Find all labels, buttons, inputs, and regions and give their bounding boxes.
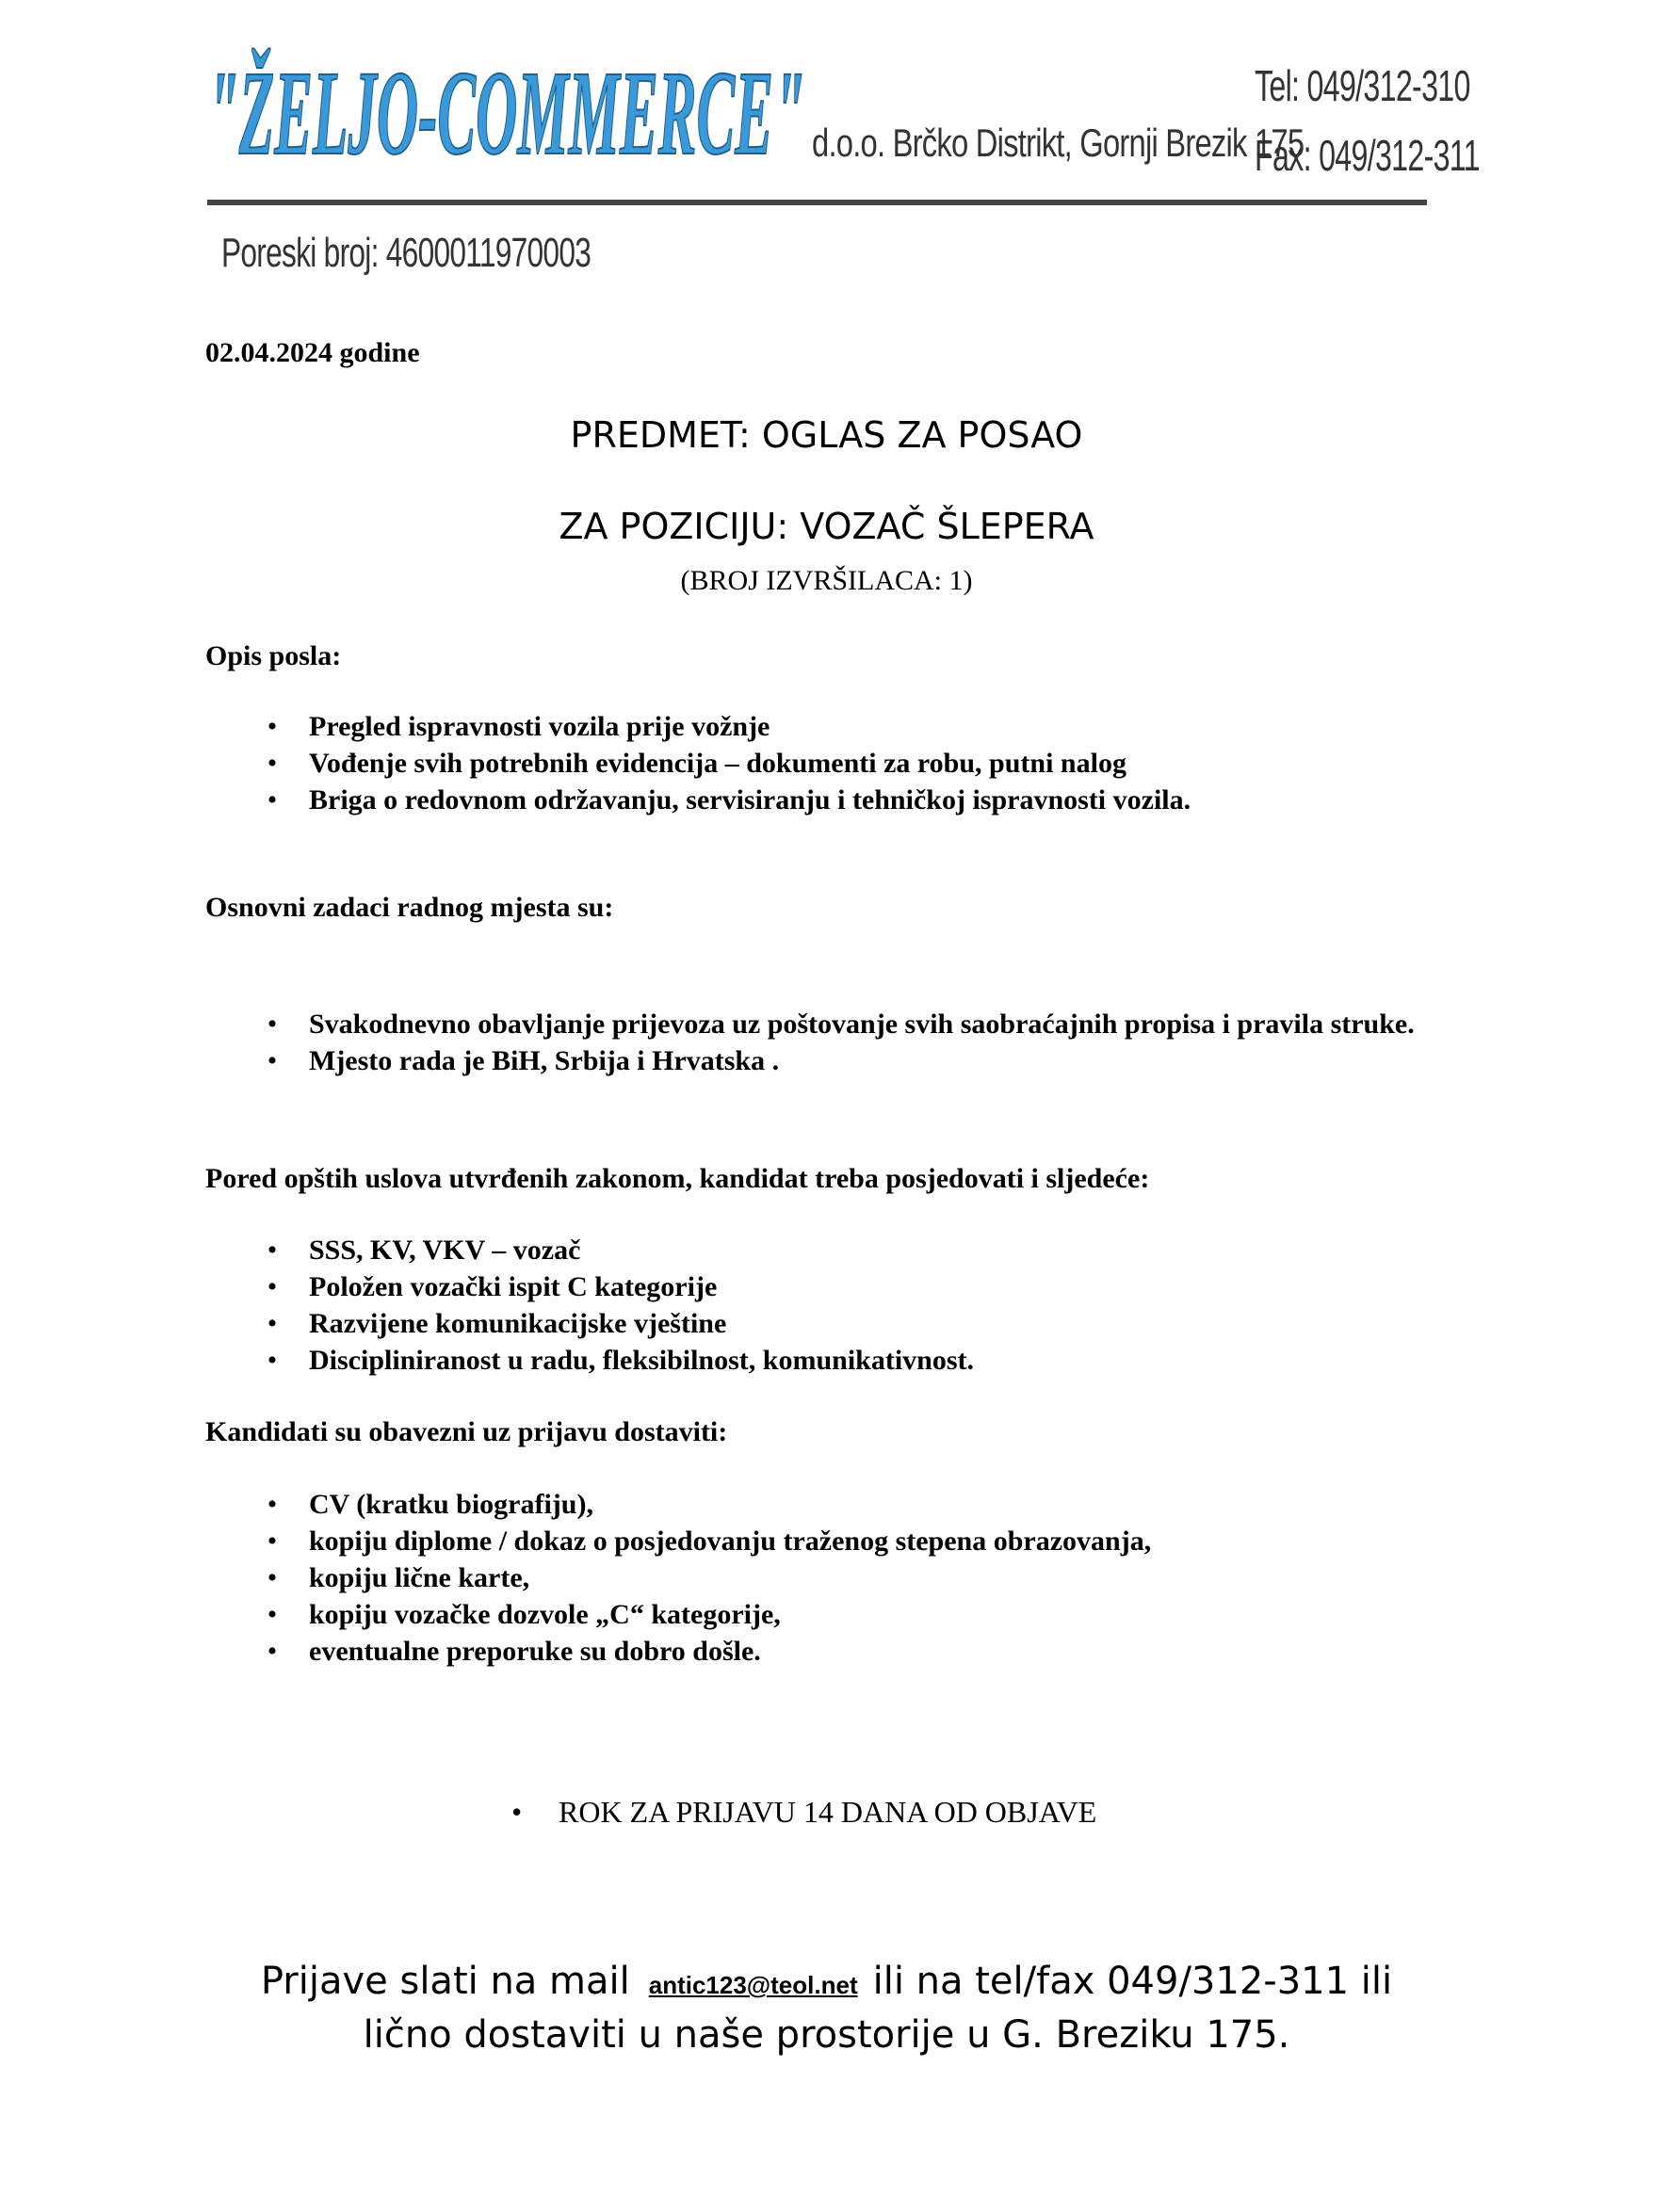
application-deadline	[511, 1795, 1096, 1830]
position-title: ZA POZICIJU: VOZAČ ŠLEPERA	[559, 506, 1094, 547]
requirements-list	[258, 1232, 974, 1379]
documents-heading: Kandidati su obavezni uz prijavu dostaviti:	[205, 1416, 728, 1447]
contact-email-link[interactable]: antic123@teol.net	[648, 1971, 858, 1999]
requirements-heading: Pored opštih uslova utvrđenih zakonom, kandidat treba posjedovati i sljedeće:	[205, 1163, 1150, 1194]
list-item: • Briga o redovnom održavanju, servisiranju i tehničkoj ispravnosti vozila.	[267, 784, 1191, 815]
tax-number: Poreski broj: 4600011970003	[221, 230, 592, 276]
list-item: • Razvijene komunikacijske vještine	[267, 1308, 727, 1339]
list-item: • Mjesto rada je BiH, Srbija i Hrvatska .	[267, 1045, 780, 1076]
contact-line-1	[0, 1953, 1653, 2013]
job-description-heading: Opis posla:	[205, 640, 342, 671]
company-logo	[207, 36, 810, 186]
bullet-icon: •	[511, 1795, 523, 1829]
deadline-text: ROK ZA PRIJAVU 14 DANA OD OBJAVE	[559, 1795, 1097, 1829]
job-description-list	[258, 708, 1191, 818]
list-item: • Discipliniranost u radu, fleksibilnost, komunikativnost.	[267, 1345, 975, 1376]
list-item: • SSS, KV, VKV – vozač	[267, 1235, 581, 1266]
company-fax: Fax: 049/312-311	[1255, 131, 1480, 180]
document-date: 02.04.2024 godine	[205, 337, 420, 368]
company-name: "ŽELJO-COMMERCE"	[207, 46, 805, 180]
company-address: d.o.o. Brčko Distrikt, Gornji Brezik 175	[812, 121, 1305, 165]
list-item: • Vođenje svih potrebnih evidencija – dokumenti za robu, putni nalog	[267, 748, 1126, 779]
list-item: • kopiju diplome / dokaz o posjedovanju traženog stepena obrazovanja,	[267, 1526, 1152, 1557]
company-tel: Tel: 049/312-310	[1255, 61, 1470, 110]
list-item: • Pregled ispravnosti vozila prije vožnje	[267, 711, 770, 742]
letterhead-divider	[207, 200, 1427, 205]
main-tasks-heading: Osnovni zadaci radnog mjesta su:	[205, 892, 614, 923]
list-item: • Položen vozački ispit C kategorije	[267, 1271, 718, 1302]
main-tasks-list	[258, 1006, 1445, 1079]
contact-line-2: lično dostaviti u naše prostorije u G. Breziku 175.	[363, 2013, 1290, 2057]
list-item: • CV (kratku biografiju),	[267, 1489, 593, 1520]
list-item: • eventualne preporuke su dobro došle.	[267, 1636, 761, 1667]
documents-list	[258, 1486, 1151, 1670]
contact-prefix: Prijave slati na mail	[260, 1960, 630, 2003]
contact-suffix: ili na tel/fax 049/312-311 ili	[872, 1960, 1393, 2003]
workers-count: (BROJ IZVRŠILACA: 1)	[680, 565, 973, 596]
subject-title: PREDMET: OGLAS ZA POSAO	[570, 414, 1083, 456]
list-item: • Svakodnevno obavljanje prijevoza uz poštovanje svih saobraćajnih propisa i pravila struke.	[267, 1009, 1415, 1040]
list-item: • kopiju lične karte,	[267, 1562, 530, 1593]
list-item: • kopiju vozačke dozvole „C“ kategorije,	[267, 1599, 781, 1630]
